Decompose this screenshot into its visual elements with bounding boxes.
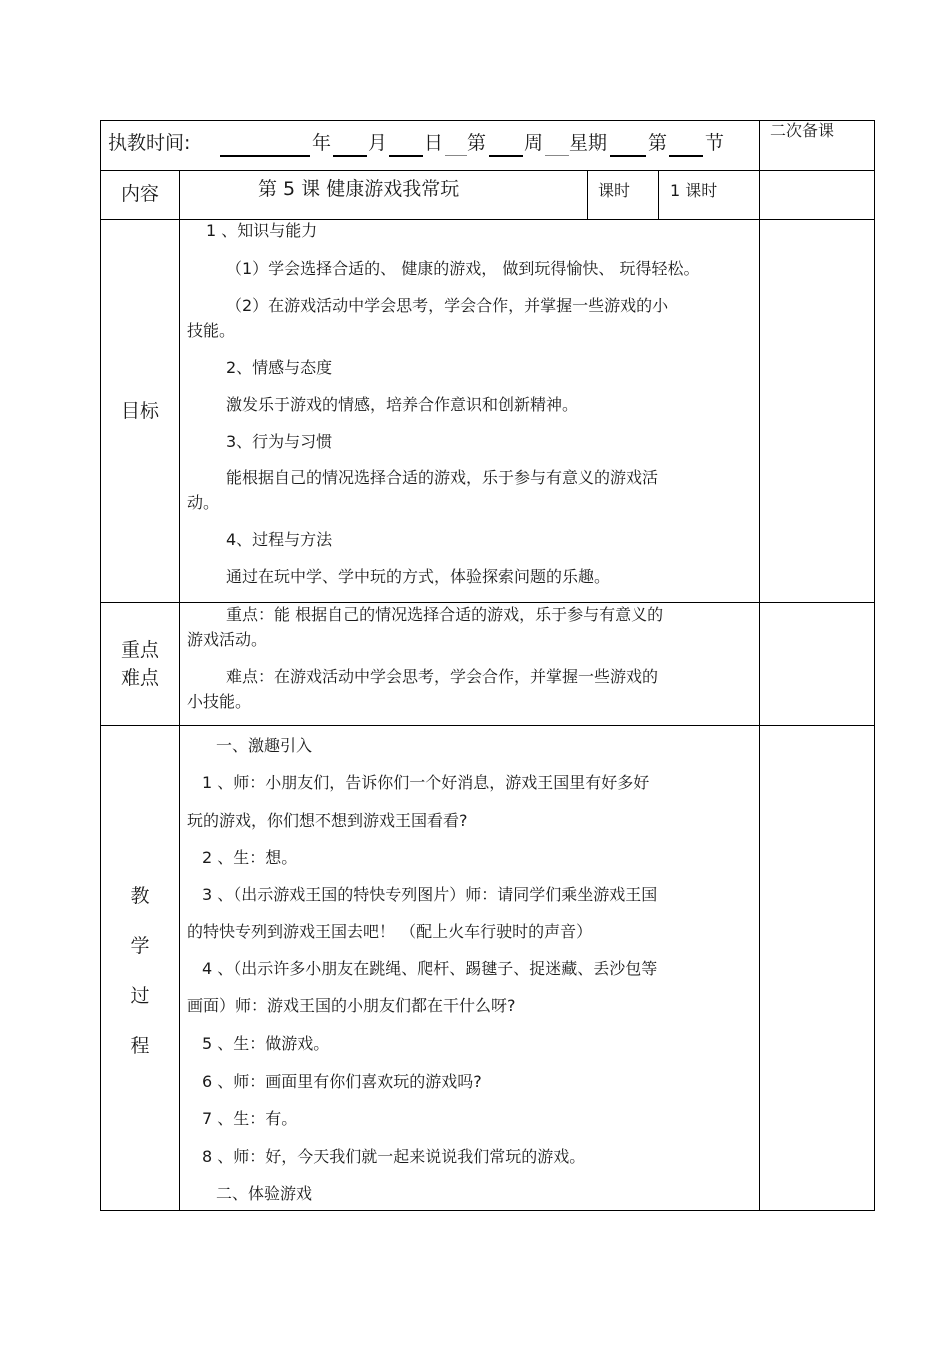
title-period-divider bbox=[587, 170, 588, 219]
goal-line: 技能。 bbox=[187, 321, 236, 340]
week-label: 周 bbox=[524, 132, 544, 154]
label-column-divider bbox=[179, 170, 180, 1211]
goals-label: 目标 bbox=[120, 400, 159, 422]
border-right bbox=[874, 120, 875, 1211]
blank-line-day bbox=[389, 155, 423, 157]
process-line: 7 、生：有。 bbox=[202, 1109, 298, 1128]
process-line: 的特快专列到游戏王国去吧！ （配上火车行驶时的声音） bbox=[187, 922, 593, 941]
process-label-char: 学 bbox=[130, 935, 150, 957]
key-points-label: 重点 bbox=[120, 639, 159, 661]
period-value-divider bbox=[658, 170, 659, 219]
blank-line-gap bbox=[445, 155, 467, 156]
process-line: 5 、生：做游戏。 bbox=[202, 1034, 330, 1053]
difficulty-label: 难点 bbox=[120, 667, 159, 689]
period-label: 课时 bbox=[598, 181, 631, 200]
period-prefix-label: 第 bbox=[648, 132, 668, 154]
blank-line-period bbox=[669, 155, 703, 157]
process-line: 3 、（出示游戏王国的特快专列图片）师：请同学们乘坐游戏王国 bbox=[202, 885, 658, 904]
year-label: 年 bbox=[312, 132, 332, 154]
goal-line: 能根据自己的情况选择合适的游戏，乐于参与有意义的游戏活 bbox=[226, 468, 659, 487]
process-line: 6 、师：画面里有你们喜欢玩的游戏吗? bbox=[202, 1072, 482, 1091]
process-line: 一、激趣引入 bbox=[216, 736, 313, 755]
goal-line: （2）在游戏活动中学会思考，学会合作，并掌握一些游戏的小 bbox=[226, 296, 669, 315]
key-point-line: 难点：在游戏活动中学会思考，学会合作，并掌握一些游戏的 bbox=[226, 667, 659, 686]
process-line: 玩的游戏，你们想不想到游戏王国看看? bbox=[187, 811, 468, 830]
lesson-title: 第 5 课 健康游戏我常玩 bbox=[258, 178, 460, 200]
blank-line-week bbox=[489, 155, 523, 157]
process-line: 2 、生：想。 bbox=[202, 848, 298, 867]
goal-line: （1）学会选择合适的、 健康的游戏， 做到玩得愉快、 玩得轻松。 bbox=[226, 259, 700, 278]
goal-line: 4、过程与方法 bbox=[226, 530, 333, 549]
goal-line: 2、情感与态度 bbox=[226, 358, 333, 377]
goal-line: 3、行为与习惯 bbox=[226, 432, 333, 451]
process-line: 8 、师：好，今天我们就一起来说说我们常玩的游戏。 bbox=[202, 1147, 586, 1166]
blank-line-year bbox=[220, 155, 310, 157]
key-point-line: 游戏活动。 bbox=[187, 630, 268, 649]
second-prep-divider bbox=[759, 120, 760, 1211]
process-line: 二、体验游戏 bbox=[216, 1184, 313, 1203]
section-label: 节 bbox=[705, 132, 725, 154]
goal-line: 动。 bbox=[187, 493, 220, 512]
blank-line-weekday bbox=[610, 155, 646, 157]
period-value: 1 课时 bbox=[670, 181, 718, 200]
month-label: 月 bbox=[368, 132, 388, 154]
process-line: 4 、（出示许多小朋友在跳绳、爬杆、踢毽子、捉迷藏、丢沙包等 bbox=[202, 959, 658, 978]
process-label-char: 程 bbox=[130, 1035, 150, 1057]
day-label: 日 bbox=[424, 132, 444, 154]
blank-line-month bbox=[333, 155, 367, 157]
blank-line-gap bbox=[545, 155, 569, 156]
process-line: 画面）师：游戏王国的小朋友们都在干什么呀? bbox=[187, 996, 516, 1015]
key-point-line: 重点：能 根据自己的情况选择合适的游戏，乐于参与有意义的 bbox=[226, 605, 664, 624]
process-label-char: 教 bbox=[130, 885, 150, 907]
process-label-char: 过 bbox=[130, 985, 150, 1007]
content-label: 内容 bbox=[120, 183, 159, 205]
key-point-line: 小技能。 bbox=[187, 692, 252, 711]
weekday-label: 星期 bbox=[569, 132, 608, 154]
process-line: 1 、师：小朋友们，告诉你们一个好消息，游戏王国里有好多好 bbox=[202, 773, 650, 792]
teaching-time-label: 执教时间: bbox=[108, 132, 191, 154]
week-prefix-label: 第 bbox=[467, 132, 487, 154]
goal-line: 通过在玩中学、学中玩的方式，体验探索问题的乐趣。 bbox=[226, 567, 611, 586]
second-prep-label: 二次备课 bbox=[770, 121, 835, 140]
goal-line: 1 、知识与能力 bbox=[206, 221, 318, 240]
goal-line: 激发乐于游戏的情感，培养合作意识和创新精神。 bbox=[226, 395, 579, 414]
